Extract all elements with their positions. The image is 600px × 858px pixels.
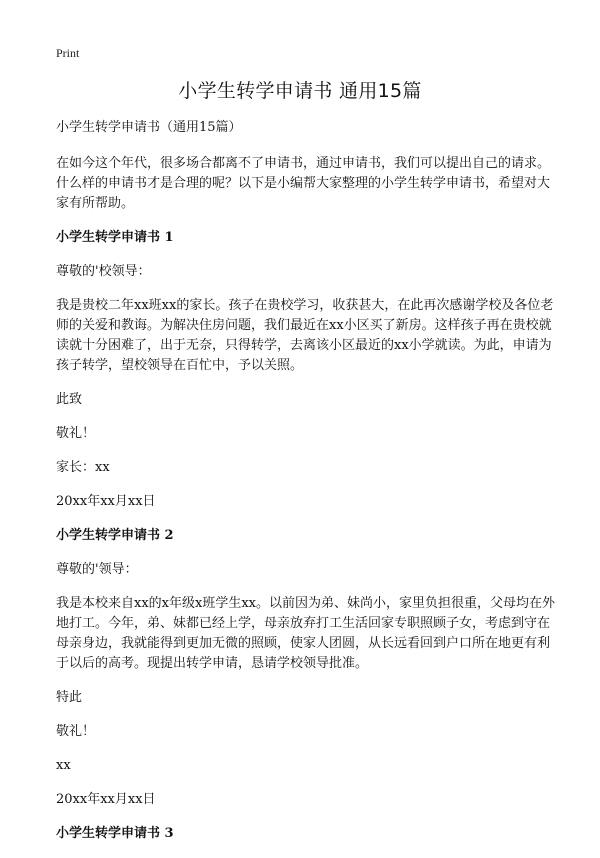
section-body: 我是贵校二年xx班xx的家长。孩子在贵校学习，收获甚大，在此再次感谢学校及各位老师的关爱和教诲。为解决住房问题，我们最近在xx小区买了新房。这样孩子再在贵校就读就十分困难了，出于无奈，只得转学，去离该小区最近的xx小学就读。为此，申请为孩子转学，望校领导在百忙中，予以关照。 — [56, 298, 554, 373]
section-date: 20xx年xx月xx日 — [56, 494, 156, 509]
section-heading: 小学生转学申请书 2 — [56, 528, 174, 543]
section-heading: 小学生转学申请书 3 — [56, 826, 174, 841]
section-closing: 特此 — [56, 690, 83, 705]
document-subtitle: 小学生转学申请书（通用15篇） — [56, 120, 242, 135]
section-closing: 此致 — [56, 392, 83, 407]
section-date: 20xx年xx月xx日 — [56, 792, 156, 807]
section-signature: 家长：xx — [56, 460, 110, 475]
intro-paragraph: 在如今这个年代，很多场合都离不了申请书，通过申请书，我们可以提出自己的请求。什么样的申请书才是合理的呢？以下是小编帮大家整理的小学生转学申请书，希望对大家有所帮助。 — [56, 156, 551, 211]
page-title: 小学生转学申请书 通用15篇 — [178, 80, 422, 102]
section-salute: 敬礼！ — [56, 724, 96, 739]
section-body: 我是本校来自xx的x年级x班学生xx。以前因为弟、妹尚小，家里负担很重，父母均在外地打工。今年，弟、妹都已经上学，母亲放弃打工生活回家专职照顾子女，考虑到守在母亲身边，我就能得到更加无微的照顾，使家人团圆，从长远看回到户口所在地更有利于以后的高考。现提出转学申请，恳请学校领导批准。 — [56, 596, 555, 671]
section-greeting: 尊敬的'领导： — [56, 562, 138, 577]
section-salute: 敬礼！ — [56, 426, 96, 441]
section-greeting: 尊敬的'校领导： — [56, 264, 151, 279]
print-link[interactable]: Print — [56, 46, 80, 60]
document-content — [56, 118, 556, 858]
section-heading: 小学生转学申请书 1 — [56, 230, 174, 245]
section-signature: xx — [56, 758, 71, 773]
